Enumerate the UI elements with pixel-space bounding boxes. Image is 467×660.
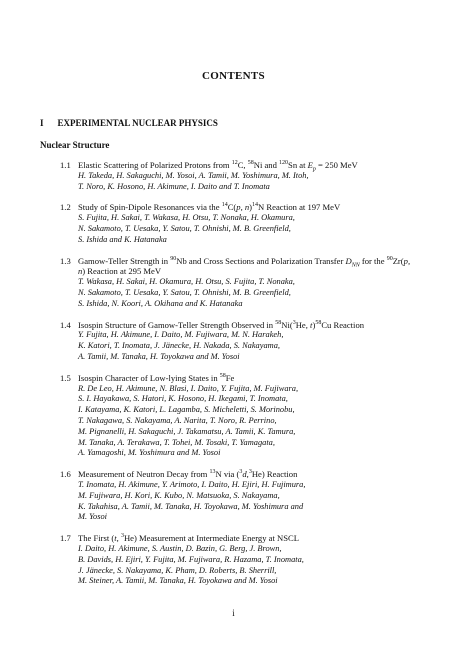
section-heading: Nuclear Structure — [40, 140, 110, 150]
author-line: T. Nakagawa, S. Nakayama, A. Narita, T. Noro, R. Perrino, — [78, 415, 277, 425]
toc-entry[interactable] — [0, 533, 467, 587]
entry-title: Measurement of Neutron Decay from $^{13}$N via ($^3$d,$^3$He) Reaction — [78, 469, 298, 480]
author-line: Y. Fujita, H. Akimune, I. Daito, M. Fujiwara, M. N. Harakeh, — [78, 330, 284, 340]
author-line: A. Yamagoshi, M. Yoshimura and M. Yosoi — [78, 448, 221, 458]
author-line: B. Davids, H. Ejiri, Y. Fujita, M. Fujiwara, R. Hazama, T. Inomata, — [78, 554, 304, 564]
entry-authors — [78, 330, 418, 362]
entry-number: 1.3 — [60, 255, 71, 266]
entry-authors — [78, 384, 418, 460]
author-line: I. Daito, H. Akimune, S. Austin, D. Bazin, G. Berg, J. Brown, — [78, 543, 282, 553]
entry-number: 1.5 — [60, 372, 71, 383]
author-line: J. Jänecke, S. Nakayama, K. Pham, D. Roberts, B. Sherrill, — [78, 565, 277, 575]
entry-authors — [78, 171, 418, 193]
author-line: H. Takeda, H. Sakaguchi, M. Yosoi, A. Tamii, M. Yoshimura, M. Itoh, — [78, 170, 309, 180]
author-line: A. Tamii, M. Tanaka, H. Toyokawa and M. Yosoi — [78, 351, 240, 361]
author-line: S. Ishida, N. Koori, A. Okihana and K. Hatanaka — [78, 298, 243, 308]
part-number: I — [40, 118, 44, 128]
entry-number: 1.4 — [60, 319, 71, 330]
author-line: M. Fujiwara, H. Kori, K. Kubo, N. Matsuoka, S. Nakayama, — [78, 490, 280, 500]
toc-entry[interactable] — [0, 469, 467, 523]
entry-title: Isospin Character of Low-lying States in $^{58}$Fe — [78, 372, 235, 383]
author-line: K. Katori, T. Inomata, J. Jänecke, H. Nakada, S. Nakayama, — [78, 341, 280, 351]
author-line: S. I. Hayakawa, S. Hatori, K. Hosono, H. Ikegami, T. Inomata, — [78, 394, 288, 404]
author-line: I. Katayama, K. Katori, L. Lagamba, S. Micheletti, S. Morinobu, — [78, 405, 295, 415]
author-line: T. Wakasa, H. Sakai, H. Okamura, H. Otsu, S. Fujita, T. Nonaka, — [78, 277, 295, 287]
entry-title: Gamow-Teller Strength in $^{90}$Nb and Cross Sections and Polarization Transfer $D_{NN}$ for the $^{90}$Zr(p, n) Reaction at 295 MeV — [78, 255, 411, 277]
entry-number: 1.2 — [60, 202, 71, 213]
author-line: K. Takahisa, A. Tamii, M. Tanaka, H. Toyokawa, M. Yoshimura and — [78, 501, 304, 511]
author-line: R. De Leo, H. Akimune, N. Blasi, I. Daito, Y. Fujita, M. Fujiwara, — [78, 383, 299, 393]
entry-title: Study of Spin-Dipole Resonances via the $^{14}$C(p, n)$^{14}$N Reaction at 197 MeV — [78, 202, 341, 213]
author-line: T. Noro, K. Hosono, H. Akimune, I. Daito and T. Inomata — [78, 181, 270, 191]
page-title: CONTENTS — [202, 70, 265, 82]
author-line: M. Yosoi — [78, 512, 108, 522]
author-line: M. Tanaka, A. Terakawa, T. Tohei, M. Tosaki, T. Yamagata, — [78, 437, 275, 447]
toc-entry[interactable] — [0, 320, 467, 363]
entry-number: 1.7 — [60, 533, 71, 544]
entry-number: 1.1 — [60, 160, 71, 170]
toc-entry[interactable] — [0, 202, 467, 245]
entry-title: The First (t, $^3$He) Measurement at Intermediate Energy at NSCL — [78, 533, 299, 544]
author-line: N. Sakamoto, T. Uesaka, Y. Satou, T. Ohnishi, M. B. Greenfield, — [78, 223, 291, 233]
entry-authors — [78, 277, 418, 309]
entry-title: Elastic Scattering of Polarized Protons from $^{12}$C, $^{58}$Ni and $^{120}$Sn at $E_p = 250$ MeV — [78, 160, 358, 173]
entry-authors — [78, 480, 418, 523]
author-line: T. Inomata, H. Akimune, Y. Arimoto, I. Daito, H. Ejiri, H. Fujimura, — [78, 479, 306, 489]
author-line: M. Pignanelli, H. Sakaguchi, J. Takamatsu, A. Tamii, K. Tamura, — [78, 426, 296, 436]
toc-entry[interactable] — [0, 373, 467, 459]
entry-authors — [78, 544, 418, 587]
toc-entry[interactable] — [0, 160, 467, 192]
entry-title: Isospin Structure of Gamow-Teller Strength Observed in $^{58}$Ni($^3$He, t)$^{58}$Cu Reaction — [78, 319, 365, 330]
entry-authors — [78, 213, 418, 245]
part-title: EXPERIMENTAL NUCLEAR PHYSICS — [57, 118, 218, 128]
page-number: i — [232, 608, 235, 618]
author-line: N. Sakamoto, T. Uesaka, Y. Satou, T. Ohnishi, M. B. Greenfield, — [78, 287, 291, 297]
toc-entry-list — [0, 160, 467, 597]
author-line: S. Ishida and K. Hatanaka — [78, 234, 167, 244]
author-line: M. Steiner, A. Tamii, M. Tanaka, H. Toyokawa and M. Yosoi — [78, 576, 278, 586]
author-line: S. Fujita, H. Sakai, T. Wakasa, H. Otsu, T. Nonaka, H. Okamura, — [78, 213, 295, 223]
part-heading — [40, 118, 218, 128]
toc-entry[interactable] — [0, 256, 467, 310]
entry-number: 1.6 — [60, 469, 71, 480]
